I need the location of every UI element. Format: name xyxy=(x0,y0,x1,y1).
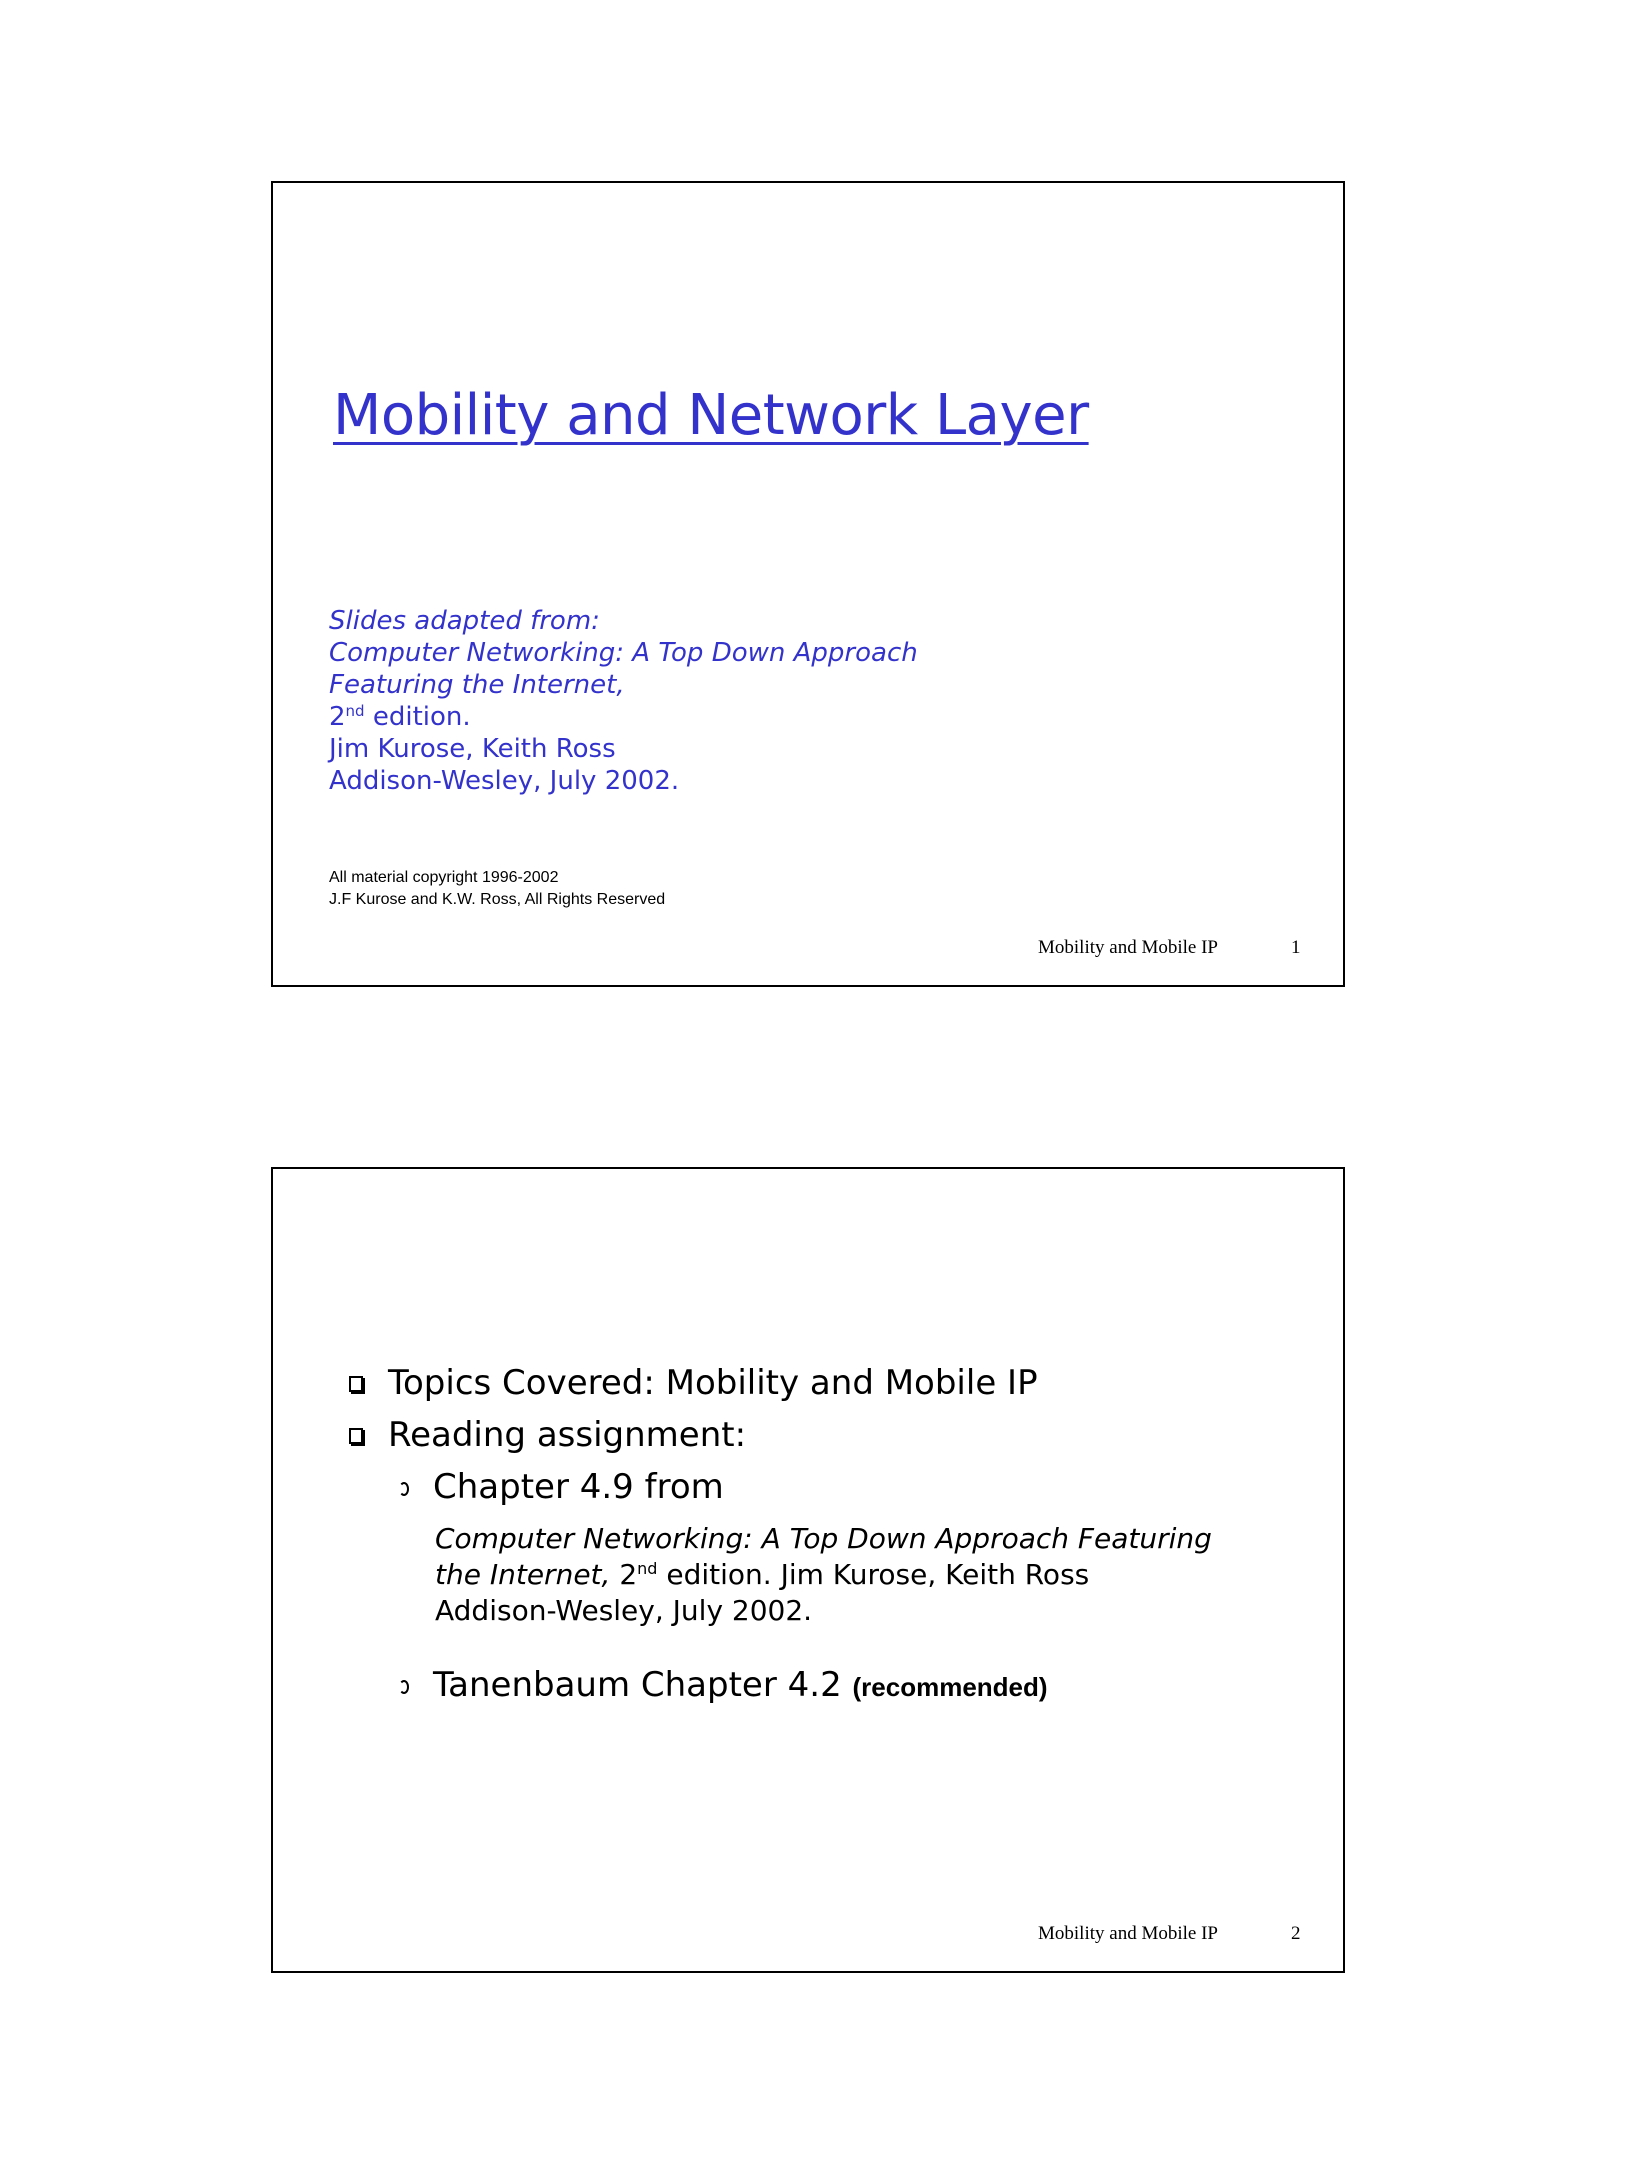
square-bullet-icon xyxy=(349,1428,363,1444)
square-bullet-icon xyxy=(349,1376,363,1392)
ring-bullet-icon xyxy=(399,1482,409,1496)
book-title: Computer Networking: A Top Down Approach Featuring xyxy=(435,1522,1212,1555)
bullet-item xyxy=(343,1357,1212,1409)
edition-label: edition. xyxy=(364,702,471,732)
source-publisher: Addison-Wesley, July 2002. xyxy=(329,766,680,796)
slide-2 xyxy=(271,1167,1345,1973)
copyright-line: J.F Kurose and K.W. Ross, All Rights Reserved xyxy=(329,891,666,908)
ring-bullet-icon xyxy=(399,1680,409,1694)
book-authors: edition. Jim Kurose, Keith Ross xyxy=(657,1558,1090,1591)
edition-suffix: nd xyxy=(345,702,365,720)
book-subtitle: the Internet, xyxy=(435,1558,611,1591)
source-authors: Jim Kurose, Keith Ross xyxy=(329,734,616,764)
source-line: Slides adapted from: xyxy=(329,606,600,636)
bullet-list xyxy=(343,1357,1212,1711)
slide-footer-title: Mobility and Mobile IP xyxy=(1038,1923,1218,1944)
edition-number: 2 xyxy=(329,702,346,732)
sub-bullet-item xyxy=(343,1659,1212,1711)
edition-suffix: nd xyxy=(637,1559,658,1578)
source-book-subtitle: Featuring the Internet, xyxy=(329,670,625,700)
bullet-item xyxy=(343,1409,1212,1461)
copyright-line: All material copyright 1996-2002 xyxy=(329,869,559,886)
slide-footer-title: Mobility and Mobile IP xyxy=(1038,937,1218,958)
copyright-notice xyxy=(329,867,665,911)
slide-page-number: 2 xyxy=(1291,1923,1301,1944)
source-citation xyxy=(329,605,918,797)
slide-page-number: 1 xyxy=(1291,937,1301,958)
source-edition xyxy=(329,701,918,733)
book-line xyxy=(435,1557,1212,1593)
bullet-text: Reading assignment: xyxy=(388,1415,747,1455)
edition-number: 2 xyxy=(610,1558,638,1591)
slide-title: Mobility and Network Layer xyxy=(333,383,1089,448)
sub-bullet-text: Chapter 4.9 from xyxy=(433,1467,724,1507)
sub-bullet-text: Tanenbaum Chapter 4.2 xyxy=(433,1665,842,1705)
recommended-note: (recommended) xyxy=(852,1672,1048,1702)
sub-bullet-item xyxy=(343,1461,1212,1513)
book-publisher: Addison-Wesley, July 2002. xyxy=(435,1594,813,1627)
bullet-text: Topics Covered: Mobility and Mobile IP xyxy=(388,1363,1038,1403)
book-reference xyxy=(343,1521,1212,1629)
source-book-title: Computer Networking: A Top Down Approach xyxy=(329,638,918,668)
slide-1 xyxy=(271,181,1345,987)
